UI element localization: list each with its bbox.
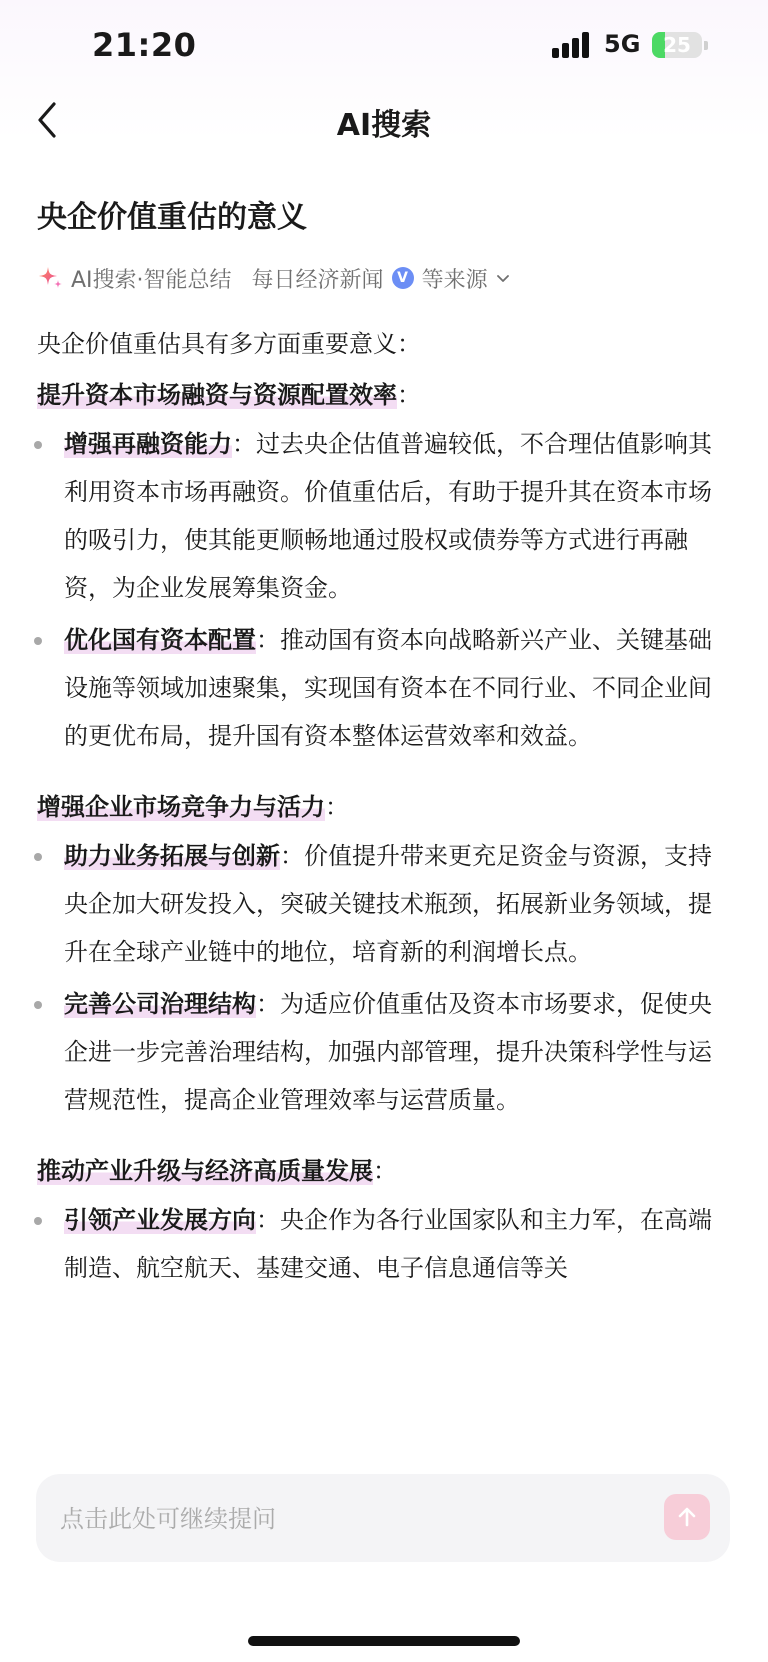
bullet-dot bbox=[34, 441, 42, 449]
bullet-title: 增强再融资能力 bbox=[64, 430, 232, 458]
section-heading-colon: ： bbox=[397, 381, 421, 409]
bullet-item bbox=[37, 980, 727, 1124]
bullet-title: 引领产业发展方向 bbox=[64, 1206, 256, 1234]
source-provider: AI搜索·智能总结 bbox=[71, 267, 232, 293]
bullet-dot bbox=[34, 1217, 42, 1225]
battery-icon bbox=[652, 32, 702, 58]
follow-up-box[interactable] bbox=[36, 1474, 730, 1562]
home-indicator bbox=[248, 1636, 520, 1646]
section-heading-text: 提升资本市场融资与资源配置效率 bbox=[37, 381, 397, 409]
arrow-up-icon bbox=[674, 1504, 700, 1530]
answer-section bbox=[37, 1150, 727, 1292]
nav-bar bbox=[0, 90, 768, 150]
bullet-title: 优化国有资本配置 bbox=[64, 626, 256, 654]
answer-section bbox=[37, 374, 727, 760]
bullet-item bbox=[37, 420, 727, 612]
bullet-dot bbox=[34, 853, 42, 861]
source-row[interactable] bbox=[37, 258, 727, 298]
section-heading bbox=[37, 786, 727, 828]
question-title: 央企价值重估的意义 bbox=[37, 200, 307, 235]
sparkle-icon bbox=[37, 265, 63, 291]
verified-badge-icon: V bbox=[392, 267, 414, 289]
source-outlet: 每日经济新闻 bbox=[251, 267, 384, 293]
bullet-dot bbox=[34, 637, 42, 645]
bullet-text: ：价值提升带来更充足资金与资源，支持央企加大研发投入，突破关键技术瓶颈，拓展新业务领域，提升在全球产业链中的地位，培育新的利润增长点。 bbox=[64, 842, 712, 966]
battery-cap bbox=[704, 41, 708, 50]
section-heading-colon: ： bbox=[373, 1157, 397, 1185]
status-time: 21:20 bbox=[92, 26, 197, 64]
bullet-title: 完善公司治理结构 bbox=[64, 990, 256, 1018]
cellular-signal-icon bbox=[552, 32, 592, 58]
section-heading-colon: ： bbox=[325, 793, 349, 821]
section-heading bbox=[37, 374, 727, 416]
answer-content bbox=[37, 196, 727, 1318]
section-heading-text: 推动产业升级与经济高质量发展 bbox=[37, 1157, 373, 1185]
source-more: 等来源 bbox=[421, 267, 488, 293]
network-type: 5G bbox=[604, 30, 641, 58]
page-title: AI搜索 bbox=[336, 108, 432, 143]
bullet-text: ：过去央企估值普遍较低，不合理估值影响其利用资本市场再融资。价值重估后，有助于提升其在资本市场的吸引力，使其能更顺畅地通过股权或债券等方式进行再融资，为企业发展筹集资金。 bbox=[64, 430, 712, 602]
bullet-title: 助力业务拓展与创新 bbox=[64, 842, 280, 870]
send-button[interactable] bbox=[664, 1494, 710, 1540]
bullet-item bbox=[37, 616, 727, 760]
follow-up-input[interactable] bbox=[58, 1474, 622, 1564]
bullet-dot bbox=[34, 1001, 42, 1009]
bullet-text: ：央企作为各行业国家队和主力军，在高端制造、航空航天、基建交通、电子信息通信等关 bbox=[64, 1206, 712, 1282]
battery-level: 25 bbox=[663, 33, 691, 57]
chevron-down-icon bbox=[494, 269, 512, 287]
bullet-item bbox=[37, 832, 727, 976]
section-heading bbox=[37, 1150, 727, 1192]
answer-intro: 央企价值重估具有多方面重要意义： bbox=[37, 330, 421, 358]
status-bar bbox=[0, 0, 768, 90]
bullet-text: ：推动国有资本向战略新兴产业、关键基础设施等领域加速聚集，实现国有资本在不同行业、不同企业间的更优布局，提升国有资本整体运营效率和效益。 bbox=[64, 626, 712, 750]
answer-section bbox=[37, 786, 727, 1124]
section-heading-text: 增强企业市场竞争力与活力 bbox=[37, 793, 325, 821]
bullet-text: ：为适应价值重估及资本市场要求，促使央企进一步完善治理结构，加强内部管理，提升决策科学性与运营规范性，提高企业管理效率与运营质量。 bbox=[64, 990, 712, 1114]
bullet-item bbox=[37, 1196, 727, 1292]
